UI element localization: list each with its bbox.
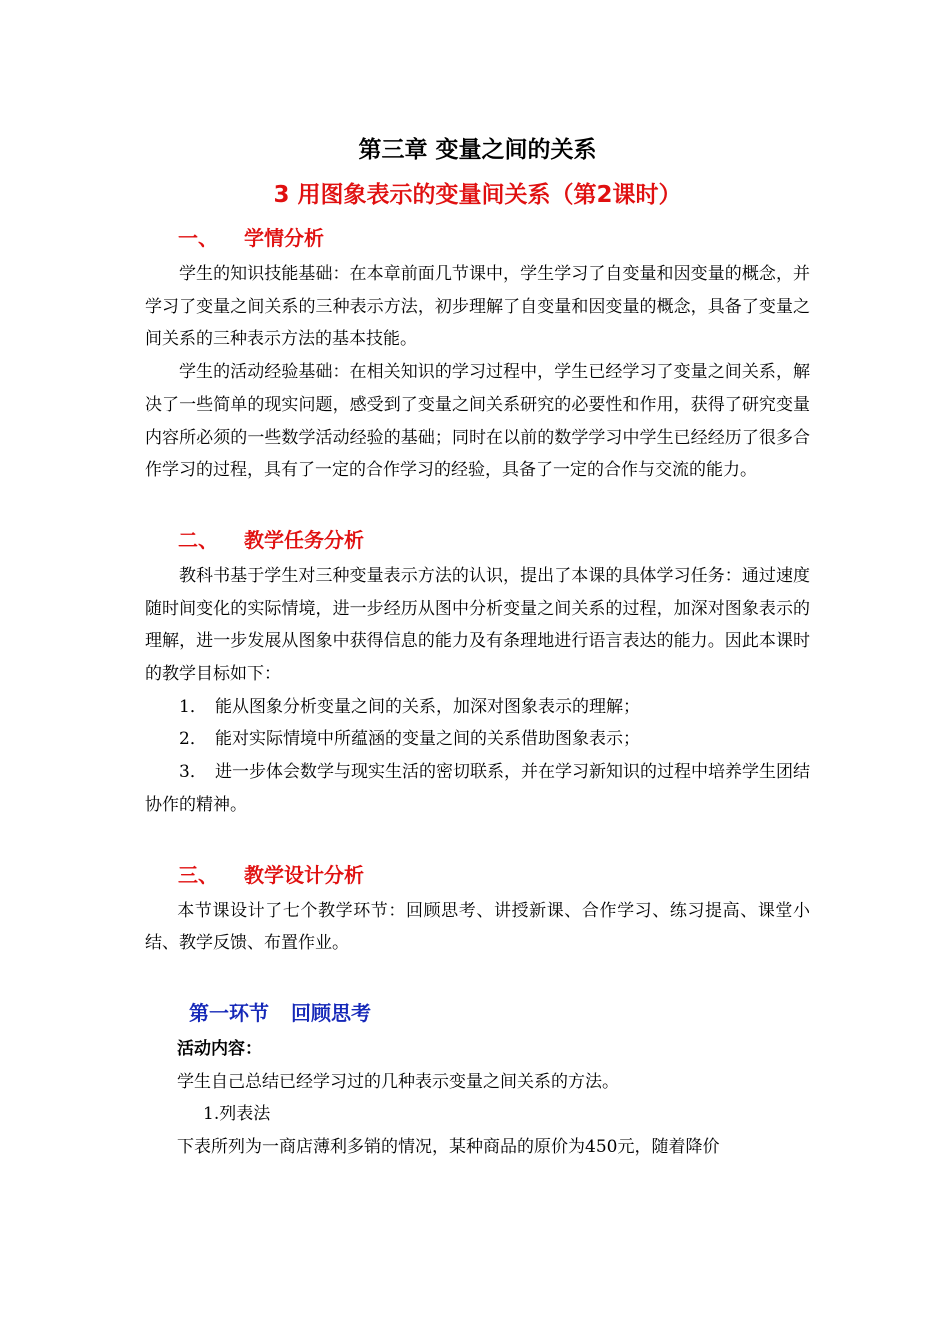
- paragraph-knowledge-basis: 学生的知识技能基础：在本章前面几节课中，学生学习了自变量和因变量的概念，并学习了变量之间关系的三种表示方法，初步理解了自变量和因变量的概念，具备了变量之间关系的三种表示方法的基本技能。: [145, 264, 810, 350]
- goal-text: 能对实际情境中所蕴涵的变量之间的关系借助图象表示；: [215, 729, 640, 750]
- method-item: 1.列表法: [203, 1104, 271, 1125]
- paragraph-task-description: 教科书基于学生对三种变量表示方法的认识，提出了本课的具体学习任务：通过速度随时间变化的实际情境，进一步经历从图中分析变量之间关系的过程，加深对图象表示的理解，进一步发展从图象中获得信息的能力及有条理地进行语言表达的能力。因此本课时的教学目标如下：: [145, 565, 810, 685]
- section-heading-learning-analysis: [145, 218, 810, 258]
- section-title: 教学任务分析: [244, 527, 364, 552]
- activity-summary: 学生自己总结已经学习过的几种表示变量之间关系的方法。: [177, 1071, 619, 1092]
- step-content: [145, 1033, 810, 1164]
- section-number: 二、: [178, 527, 218, 552]
- document-page: [145, 128, 810, 1164]
- section-heading-design-analysis: [145, 855, 810, 895]
- section-number: 三、: [178, 862, 218, 887]
- goal-number: 1．: [179, 696, 207, 717]
- section-heading-task-analysis: [145, 520, 810, 560]
- lesson-title: 3 用图象表示的变量间关系（第2课时）: [273, 182, 682, 208]
- spacer: [145, 822, 810, 855]
- section-number: 一、: [178, 226, 218, 250]
- step-label: 第一环节: [189, 1000, 269, 1025]
- goal-item: [145, 691, 810, 724]
- goal-text: 进一步体会数学与现实生活的密切联系，并在学习新知识的过程中培养学生团结协作的精神。: [145, 762, 810, 815]
- step-heading-review: [145, 993, 810, 1033]
- section-title: 教学设计分析: [244, 862, 364, 887]
- paragraph-design-overview: 本节课设计了七个教学环节：回顾思考、讲授新课、合作学习、练习提高、课堂小结、教学反馈、布置作业。: [145, 900, 810, 954]
- goal-number: 2．: [179, 729, 207, 750]
- table-intro: 下表所列为一商店薄利多销的情况，某种商品的原价为450元，随着降价: [177, 1137, 720, 1158]
- goal-text: 能从图象分析变量之间的关系，加深对图象表示的理解；: [215, 696, 640, 717]
- goal-item: [145, 723, 810, 756]
- step-title: 回顾思考: [291, 1000, 371, 1025]
- activity-label: 活动内容：: [177, 1038, 262, 1059]
- spacer: [145, 487, 810, 520]
- paragraph-activity-basis: 学生的活动经验基础：在相关知识的学习过程中，学生已经学习了变量之间关系，解决了一些简单的现实问题，感受到了变量之间关系研究的必要性和作用，获得了研究变量内容所必须的一些数学活动经验的基础；同时在以前的数学学习中学生已经经历了很多合作学习的过程，具有了一定的合作学习的经验，具备了一定的合作与交流的能力。: [145, 362, 810, 481]
- goal-item: [145, 756, 810, 821]
- chapter-title: 第三章 变量之间的关系: [358, 137, 597, 163]
- section-title: 学情分析: [244, 226, 324, 250]
- goal-number: 3．: [179, 762, 207, 783]
- spacer: [145, 960, 810, 993]
